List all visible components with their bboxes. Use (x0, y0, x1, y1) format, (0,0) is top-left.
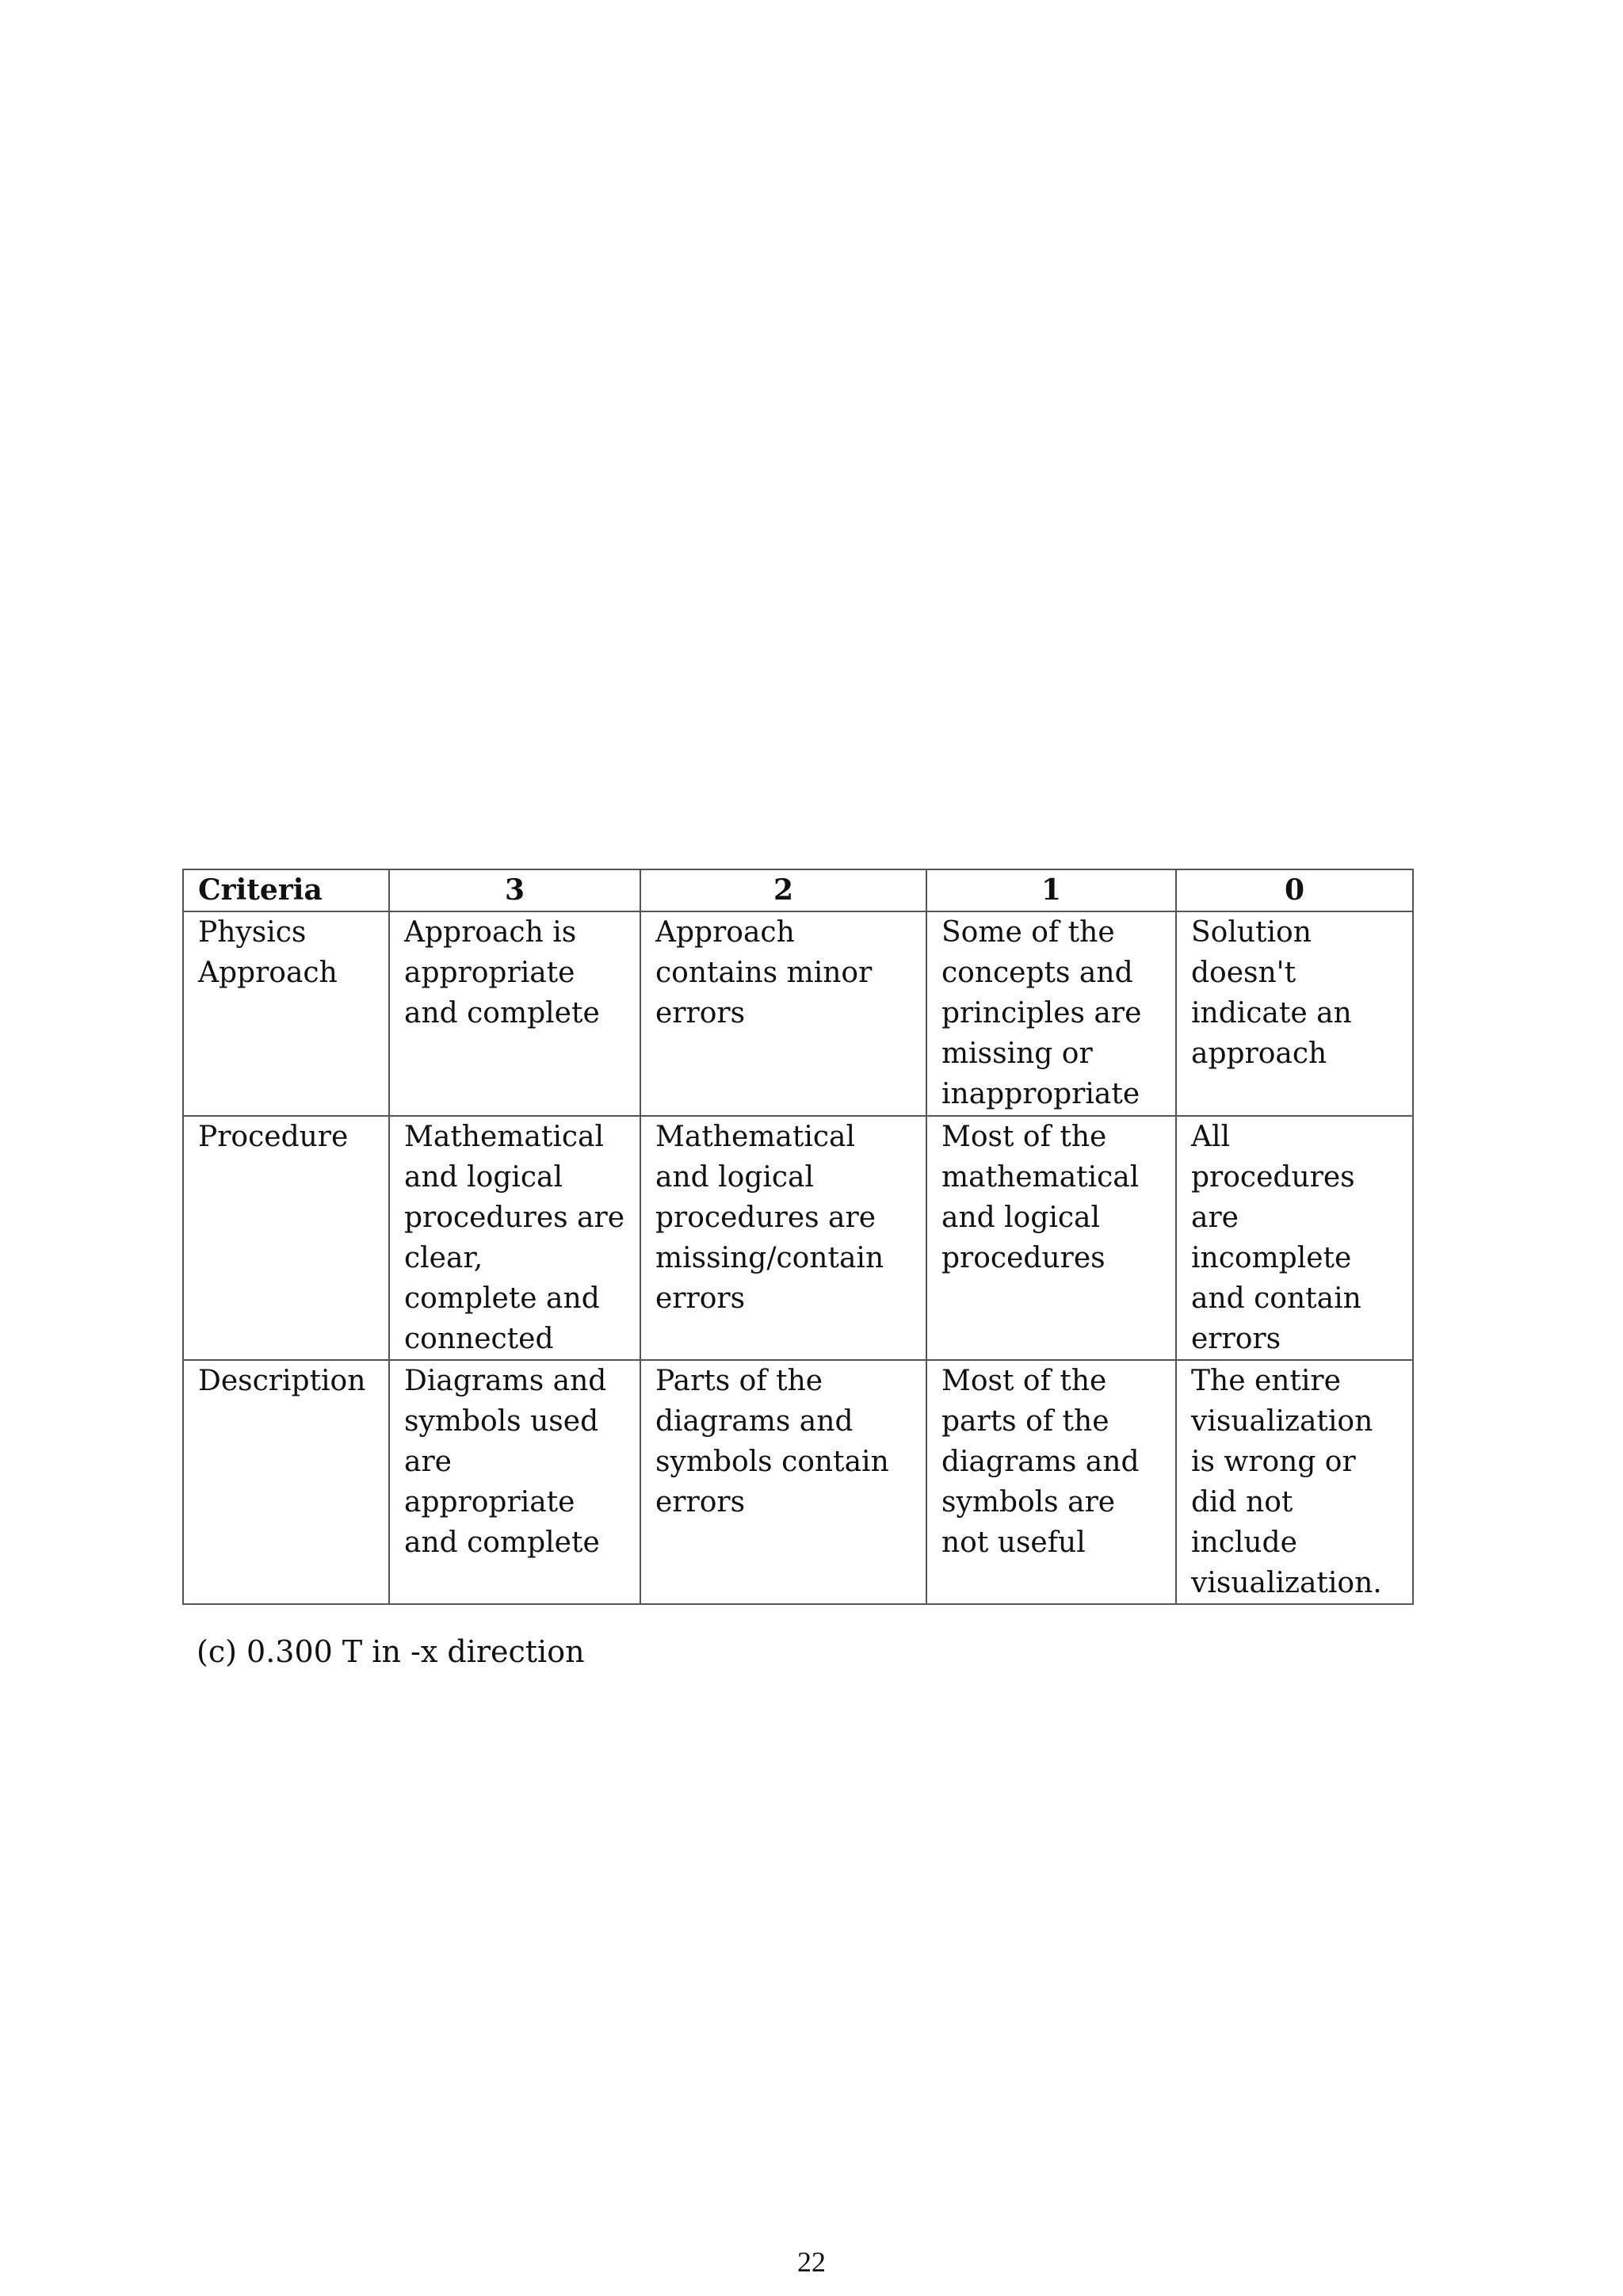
header-criteria: Criteria (183, 869, 389, 911)
criteria-cell: Procedure (183, 1116, 389, 1360)
rubric-table (182, 869, 1414, 1605)
score-3-cell: Mathematical and logical procedures are clear, complete and connected (389, 1116, 640, 1360)
answer-text: (c) 0.300 T in -x direction (197, 1634, 585, 1669)
header-score-0: 0 (1176, 869, 1413, 911)
header-score-2: 2 (640, 869, 926, 911)
score-1-cell: Most of the parts of the diagrams and symbols are not useful (926, 1360, 1176, 1604)
table-row (183, 911, 1413, 1116)
score-3-cell: Approach is appropriate and complete (389, 911, 640, 1116)
score-2-cell: Parts of the diagrams and symbols contain errors (640, 1360, 926, 1604)
score-3-cell: Diagrams and symbols used are appropriate and complete (389, 1360, 640, 1604)
score-0-cell: All procedures are incomplete and contain errors (1176, 1116, 1413, 1360)
score-2-cell: Approach contains minor errors (640, 911, 926, 1116)
criteria-cell: Description (183, 1360, 389, 1604)
rubric-header-row (183, 869, 1413, 911)
score-0-cell: The entire visualization is wrong or did not include visualization. (1176, 1360, 1413, 1604)
header-score-3: 3 (389, 869, 640, 911)
score-1-cell: Most of the mathematical and logical procedures (926, 1116, 1176, 1360)
criteria-cell: Physics Approach (183, 911, 389, 1116)
score-1-cell: Some of the concepts and principles are missing or inappropriate (926, 911, 1176, 1116)
header-score-1: 1 (926, 869, 1176, 911)
score-0-cell: Solution doesn't indicate an approach (1176, 911, 1413, 1116)
page-number: 22 (797, 2246, 826, 2278)
table-row (183, 1360, 1413, 1604)
score-2-cell: Mathematical and logical procedures are missing/contain errors (640, 1116, 926, 1360)
table-row (183, 1116, 1413, 1360)
